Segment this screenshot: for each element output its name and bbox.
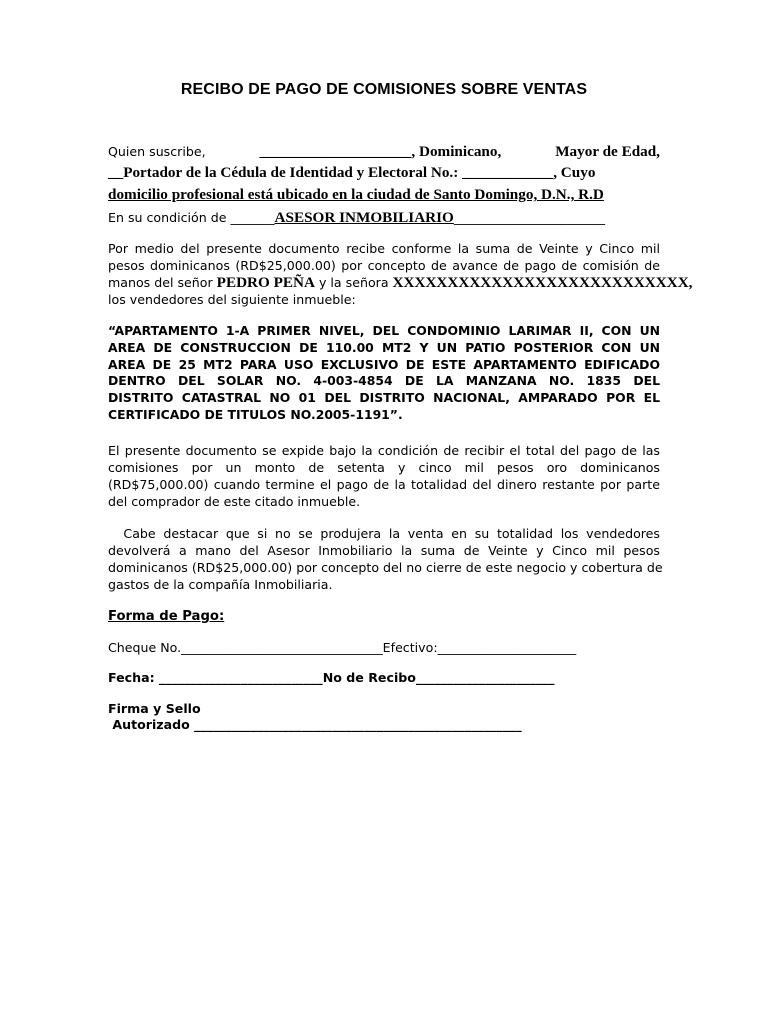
- paragraph-line: manos del señor PEDRO PEÑA y la señora XXXXXXXXXXXXXXXXXXXXXXXXXXX,: [108, 274, 693, 291]
- paragraph-refund: [108, 525, 663, 593]
- intro-subscriber-label: Quien suscribe,: [108, 144, 206, 159]
- paragraph-line: Por medio del presente documento recibe conforme la suma de Veinte y Cinco mil: [108, 241, 660, 256]
- paragraph-line: Cabe destacar que si no se produjera la venta en su totalidad los vendedores: [108, 526, 660, 541]
- cash-field[interactable]: ______________________: [437, 640, 577, 655]
- intro-line-2: __Portador de la Cédula de Identidad y Electoral No.: ____________, Cuyo: [108, 164, 596, 181]
- condition-value: ASESOR INMOBILIARIO: [274, 209, 454, 226]
- property-line: AREA DE 25 MT2 PARA USO EXCLUSIVO DE ESTE APARTAMENTO EDIFICADO: [108, 356, 660, 372]
- signature-label: Autorizado: [108, 717, 190, 732]
- date-field[interactable]: __________________________: [154, 670, 323, 685]
- payment-line-date: [108, 669, 660, 687]
- condition-blank: ________________________: [453, 210, 605, 225]
- intro-line-4: [108, 209, 660, 227]
- signature-line: [108, 716, 660, 734]
- paragraph-line: devolverá a mano del Asesor Inmobiliario la suma de Veinte y Cinco mil pesos: [108, 543, 660, 558]
- paragraph-line: comisiones por un monto de setenta y cinco mil pesos oro dominicanos: [108, 460, 660, 475]
- property-line: CERTIFICADO DE TITULOS NO.2005-1191”.: [108, 406, 403, 422]
- cash-label: Efectivo:: [382, 640, 438, 655]
- paragraph-line: del comprador de este citado inmueble.: [108, 494, 361, 509]
- property-description: [108, 323, 660, 424]
- property-line: DENTRO DEL SOLAR NO. 4-003-4854 DE LA MANZANA NO. 1835 DEL: [108, 373, 660, 389]
- intro-line-1: [108, 143, 660, 161]
- paragraph-line: El presente documento se expide bajo la condición de recibir el total del pago de las: [108, 443, 660, 458]
- seller-name: PEDRO PEÑA: [216, 274, 315, 291]
- payment-line-cheque: [108, 639, 660, 657]
- signature-field[interactable]: ____________________________________________________: [189, 717, 522, 732]
- intro-line-3: domicilio profesional está ubicado en la ciudad de Santo Domingo, D.N., R.D: [108, 186, 604, 203]
- property-line: DISTRITO CATASTRAL NO 01 DEL DISTRITO NACIONAL, AMPARADO POR EL: [108, 390, 660, 406]
- property-line: “APARTAMENTO 1-A PRIMER NIVEL, DEL CONDOMINIO LARIMAR II, CON UN: [108, 323, 660, 338]
- paragraph-line: (RD$75,000.00) cuando termine el pago de la totalidad del dinero restante por parte: [108, 477, 660, 492]
- paragraph-conditions: [108, 442, 660, 510]
- receipt-number-label: No de Recibo: [322, 670, 416, 685]
- payment-heading: Forma de Pago:: [108, 609, 225, 624]
- cheque-field[interactable]: ________________________________: [181, 640, 383, 655]
- paragraph-receipt: [108, 240, 693, 308]
- cheque-label: Cheque No.: [108, 640, 182, 655]
- seller-name-redacted: XXXXXXXXXXXXXXXXXXXXXXXXXXX,: [392, 274, 693, 291]
- document-title: RECIBO DE PAGO DE COMISIONES SOBRE VENTAS: [180, 81, 588, 98]
- receipt-number-field[interactable]: ______________________: [415, 670, 555, 685]
- date-label: Fecha:: [108, 670, 155, 685]
- paragraph-line: los vendedores del siguiente inmueble:: [108, 292, 356, 307]
- paragraph-line: dominicanos (RD$25,000.00) por concepto del no cierre de este negocio y cobertura de: [108, 560, 663, 575]
- signature-label-line-1: Firma y Sello: [108, 701, 201, 716]
- paragraph-line: pesos dominicanos (RD$25,000.00) por concepto de avance de pago de comisión de: [108, 258, 660, 273]
- paragraph-line: gastos de la compañía Inmobiliaria.: [108, 577, 333, 592]
- property-line: AREA DE CONSTRUCCION DE 110.00 MT2 Y UN PATIO POSTERIOR CON UN: [108, 339, 660, 355]
- intro-name-blank[interactable]: ____________________, Dominicano,: [259, 143, 502, 160]
- intro-age-text: Mayor de Edad,: [555, 143, 660, 160]
- condition-label: En su condición de _______: [108, 210, 275, 225]
